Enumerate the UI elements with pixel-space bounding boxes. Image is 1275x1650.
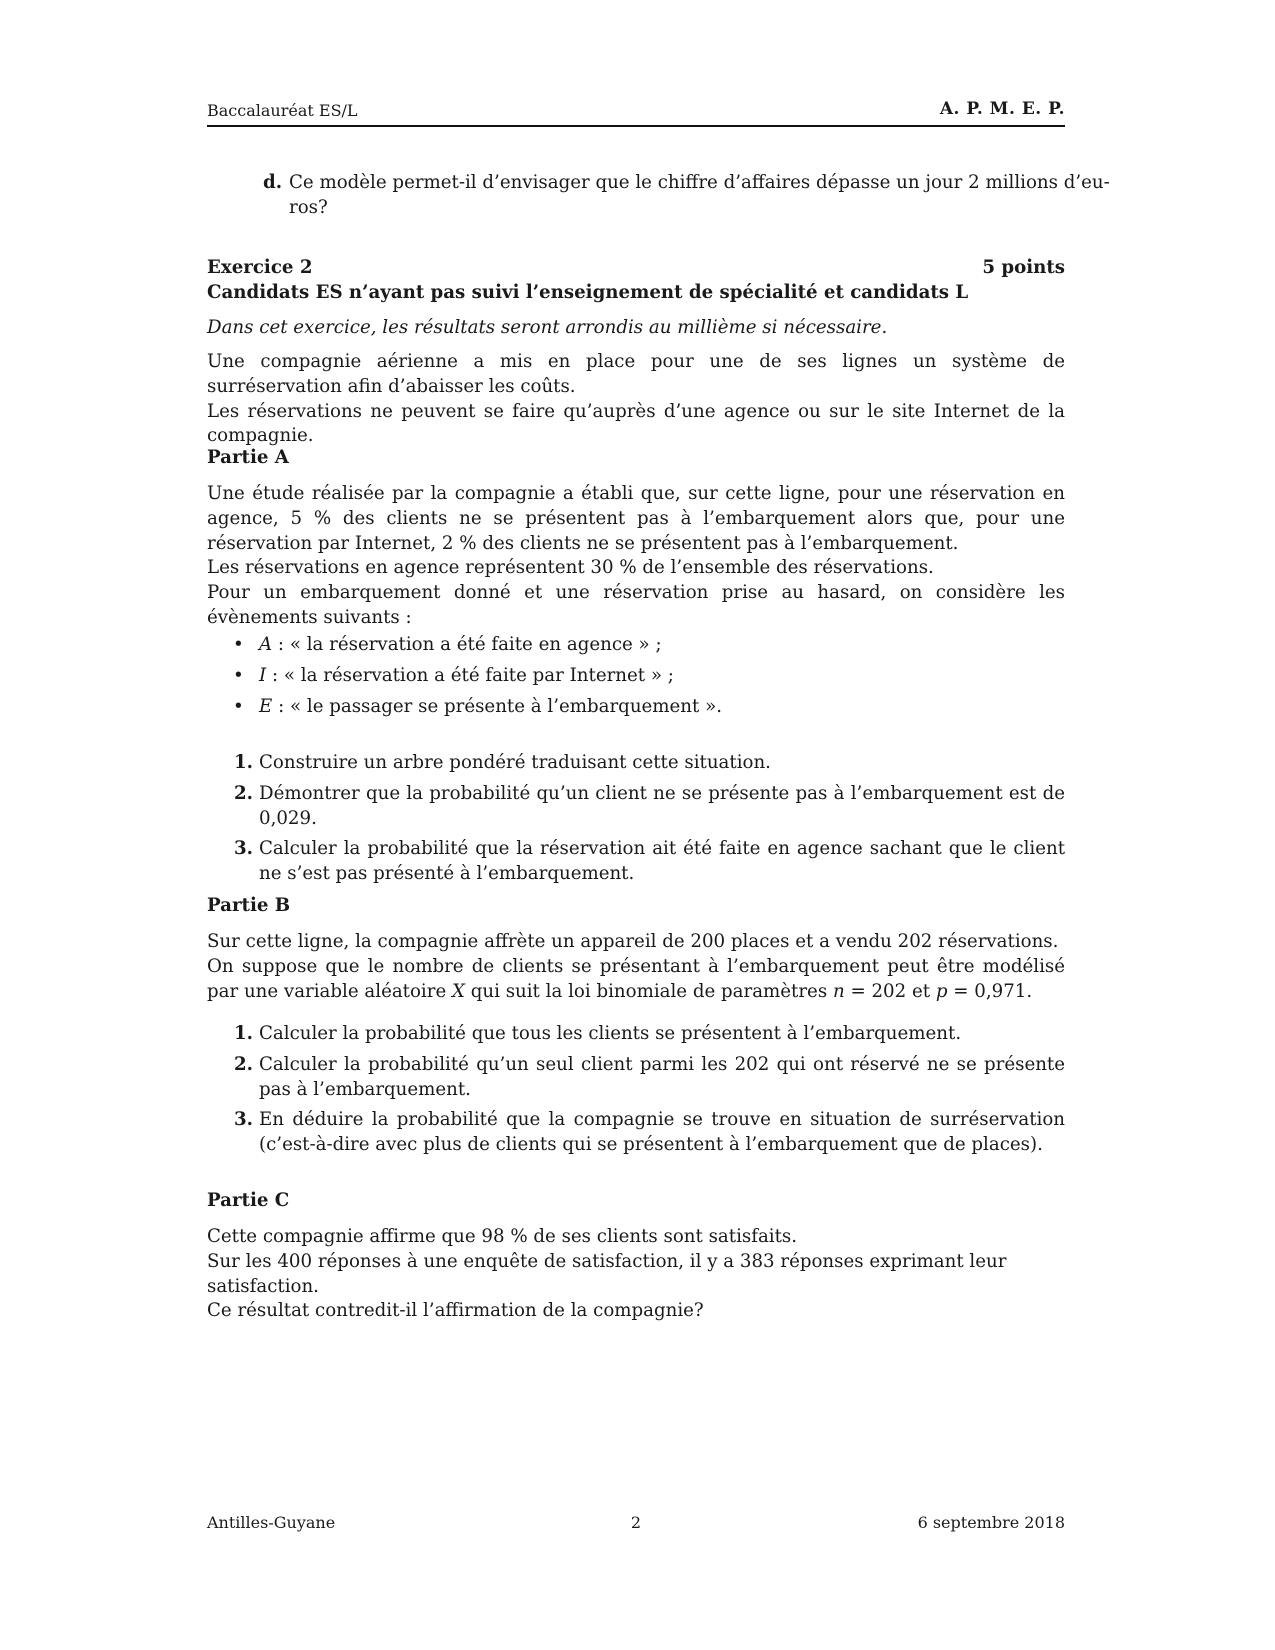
prev-question-d xyxy=(207,171,1110,221)
question-item xyxy=(207,837,1065,887)
p-value: = 0,971. xyxy=(947,980,1033,1002)
partA-paragraph-1: Une étude réalisée par la compagnie a établi que, sur cette ligne, pour une réservation en agence, 5 % des clients ne se présentent pas à l’embarquement alors que, pour une réservation par Internet, 2 % des clients ne se présentent pas à l’embarquement. xyxy=(207,483,1065,554)
partB-p2-start: On suppose que le nombre de clients se présentant à l’embarquement peut être modélisé par une variable aléatoire xyxy=(207,955,1065,1002)
partC-text xyxy=(207,1225,1065,1324)
variable-p: p xyxy=(935,980,948,1002)
partB-text xyxy=(207,930,1065,1004)
exercise-title: Exercice 2 xyxy=(207,257,313,278)
question-item xyxy=(207,1053,1065,1103)
partA-paragraph-3: Pour un embarquement donné et une réservation prise au hasard, on considère les évènements suivants : xyxy=(207,582,1065,628)
event-text: : « le passager se présente à l’embarquement ». xyxy=(272,695,723,717)
partA-paragraph-2: Les réservations en agence représentent 30 % de l’ensemble des réservations. xyxy=(207,557,934,579)
exercise-instruction: Dans cet exercice, les résultats seront arrondis au millième si nécessaire. xyxy=(207,317,888,338)
partC-line-2: Sur les 400 réponses à une enquête de satisfaction, il y a 383 réponses exprimant leur satisfaction. xyxy=(207,1250,1007,1297)
partC-title: Partie C xyxy=(207,1190,290,1211)
partB-paragraph-2 xyxy=(207,955,1065,1005)
footer-left: Antilles-Guyane xyxy=(207,1513,336,1532)
event-item: • A : « la réservation a été faite en agence » ; xyxy=(233,634,662,655)
partB-paragraph-1: Sur cette ligne, la compagnie affrète un appareil de 200 places et a vendu 202 réservations. xyxy=(207,931,1059,952)
question-text: Calculer la probabilité que la réservation ait été faite en agence sachant que le client ne s’est pas présenté à l’embarquement. xyxy=(259,838,1065,885)
variable-n: n xyxy=(832,980,845,1002)
exercise-header xyxy=(207,256,1065,306)
item-text-line1: Ce modèle permet-il d’envisager que le chiffre d’affaires dépasse un jour 2 millions d’eu- xyxy=(289,172,1110,193)
question-item xyxy=(207,1022,1065,1047)
question-number: 2. xyxy=(234,782,253,804)
partC-line-3: Ce résultat contredit-il l’affirmation de la compagnie? xyxy=(207,1300,704,1322)
question-text: Calculer la probabilité qu’un seul client parmi les 202 qui ont réservé ne se présente pas à l’embarquement. xyxy=(259,1053,1065,1100)
partB-questions xyxy=(207,1022,1065,1158)
exercise-points: 5 points xyxy=(982,257,1065,278)
partA-text xyxy=(207,482,1065,631)
header-left: Baccalauréat ES/L xyxy=(207,101,358,120)
question-text: Calculer la probabilité que tous les clients se présentent à l’embarquement. xyxy=(259,1023,962,1044)
question-text: Démontrer que la probabilité qu’un client ne se présente pas à l’embarquement est de 0,029. xyxy=(259,782,1065,829)
question-item xyxy=(207,751,1065,776)
event-symbol: A xyxy=(259,634,273,655)
question-number: 1. xyxy=(234,1023,253,1044)
variable-X: X xyxy=(452,980,465,1002)
question-item xyxy=(207,782,1065,832)
partB-p2-mid: qui suit la loi binomiale de paramètres xyxy=(464,980,833,1002)
footer-date: 6 septembre 2018 xyxy=(917,1513,1065,1532)
event-text: : « la réservation a été faite en agence » ; xyxy=(272,634,662,655)
event-item: • I : « la réservation a été faite par Internet » ; xyxy=(233,664,674,686)
event-text: : « la réservation a été faite par Internet » ; xyxy=(266,664,674,686)
partA-events xyxy=(207,633,1065,719)
n-value: = 202 et xyxy=(844,980,936,1002)
intro-paragraph-2: Les réservations ne peuvent se faire qu’auprès d’une agence ou sur le site Internet de la compagnie. xyxy=(207,400,1065,447)
question-number: 2. xyxy=(234,1053,253,1075)
question-number: 1. xyxy=(234,752,253,773)
question-number: 3. xyxy=(234,838,253,860)
header-right: A. P. M. E. P. xyxy=(939,99,1065,119)
page-header xyxy=(207,101,1065,127)
item-text-line2: ros? xyxy=(289,196,328,218)
partC-line-1: Cette compagnie affirme que 98 % de ses clients sont satisfaits. xyxy=(207,1226,798,1247)
partA-questions xyxy=(207,751,1065,887)
question-item xyxy=(207,1108,1065,1158)
question-text: Construire un arbre pondéré traduisant cette situation. xyxy=(259,752,771,773)
exercise-subtitle: Candidats ES n’ayant pas suivi l’enseignement de spécialité et candidats L xyxy=(207,281,969,303)
item-label: d. xyxy=(263,172,283,193)
page-footer xyxy=(207,1513,1065,1535)
event-item: • E : « le passager se présente à l’embarquement ». xyxy=(233,695,723,717)
intro-paragraph-1: Une compagnie aérienne a mis en place pour une de ses lignes un système de surréservation afin d’abaisser les coûts. xyxy=(207,351,1065,397)
event-symbol: I xyxy=(259,664,267,686)
partA-title: Partie A xyxy=(207,447,289,468)
partB-title: Partie B xyxy=(207,895,291,916)
question-text: En déduire la probabilité que la compagnie se trouve en situation de surréservation (c’est-à-dire avec plus de clients qui se présentent à l’embarquement que de places). xyxy=(259,1109,1065,1156)
page-number: 2 xyxy=(630,1513,642,1532)
event-symbol: E xyxy=(259,695,273,717)
question-number: 3. xyxy=(234,1109,253,1131)
document-page xyxy=(207,0,1110,1650)
exercise-intro xyxy=(207,350,1065,449)
